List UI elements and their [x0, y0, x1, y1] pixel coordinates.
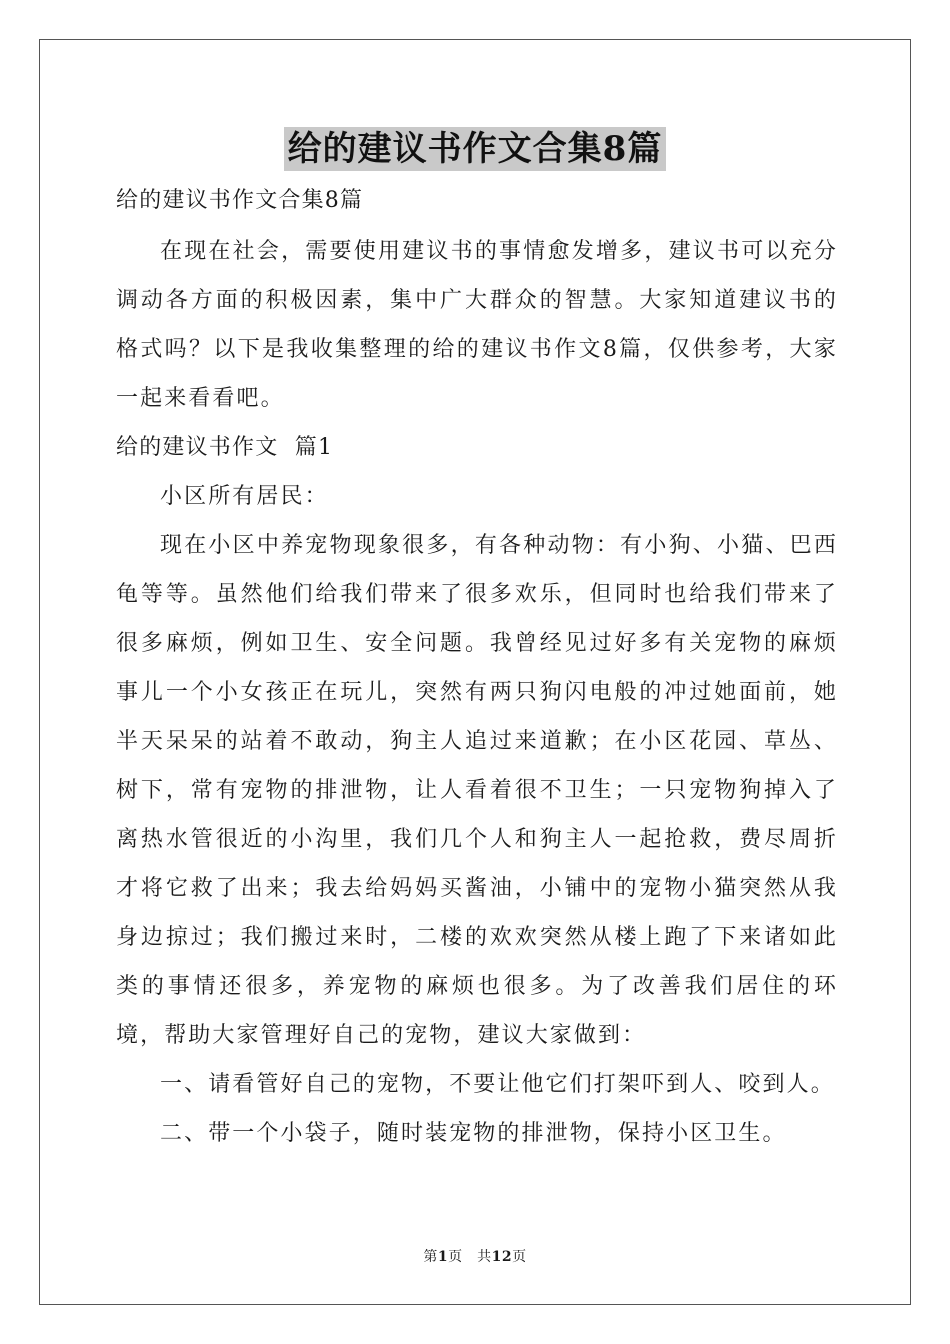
- document-title: 给的建议书作文合集8篇: [284, 127, 667, 171]
- list-item-2: 二、带一个小袋子，随时装宠物的排泄物，保持小区卫生。: [160, 1121, 787, 1146]
- footer-suffix: 页: [512, 1249, 527, 1265]
- title-container: [0, 127, 950, 171]
- footer-mid: 页 共: [448, 1249, 492, 1265]
- intro-paragraph: 在现在社会，需要使用建议书的事情愈发增多，建议书可以充分调动各方面的积极因素，集中广大群众的智慧。大家知道建议书的格式吗？以下是我收集整理的给的建议书作文8篇，仅供参考，大家一起来看看吧。: [116, 239, 838, 411]
- list-item-1: 一、请看管好自己的宠物，不要让他它们打架吓到人、咬到人。: [160, 1072, 835, 1097]
- page-footer: [0, 1248, 950, 1266]
- total-pages-number: 12: [491, 1249, 513, 1265]
- document-subtitle: 给的建议书作文合集8篇: [116, 188, 364, 213]
- footer-prefix: 第: [423, 1249, 438, 1265]
- salutation: 小区所有居民：: [160, 484, 329, 509]
- document-body: [116, 176, 838, 1158]
- section-heading: 给的建议书作文 篇1: [116, 435, 334, 460]
- body-paragraph: 现在小区中养宠物现象很多，有各种动物：有小狗、小猫、巴西龟等等。虽然他们给我们带来了很多欢乐，但同时也给我们带来了很多麻烦，例如卫生、安全问题。我曾经见过好多有关宠物的麻烦事儿一个小女孩正在玩儿，突然有两只狗闪电般的冲过她面前，她半天呆呆的站着不敢动，狗主人追过来道歉；在小区花园、草丛、树下，常有宠物的排泄物，让人看着很不卫生；一只宠物狗掉入了离热水管很近的小沟里，我们几个人和狗主人一起抢救，费尽周折才将它救了出来；我去给妈妈买酱油，小铺中的宠物小猫突然从我身边掠过；我们搬过来时，二楼的欢欢突然从楼上跑了下来诸如此类的事情还很多，养宠物的麻烦也很多。为了改善我们居住的环境，帮助大家管理好自己的宠物，建议大家做到：: [116, 533, 838, 1048]
- current-page-number: 1: [437, 1249, 449, 1265]
